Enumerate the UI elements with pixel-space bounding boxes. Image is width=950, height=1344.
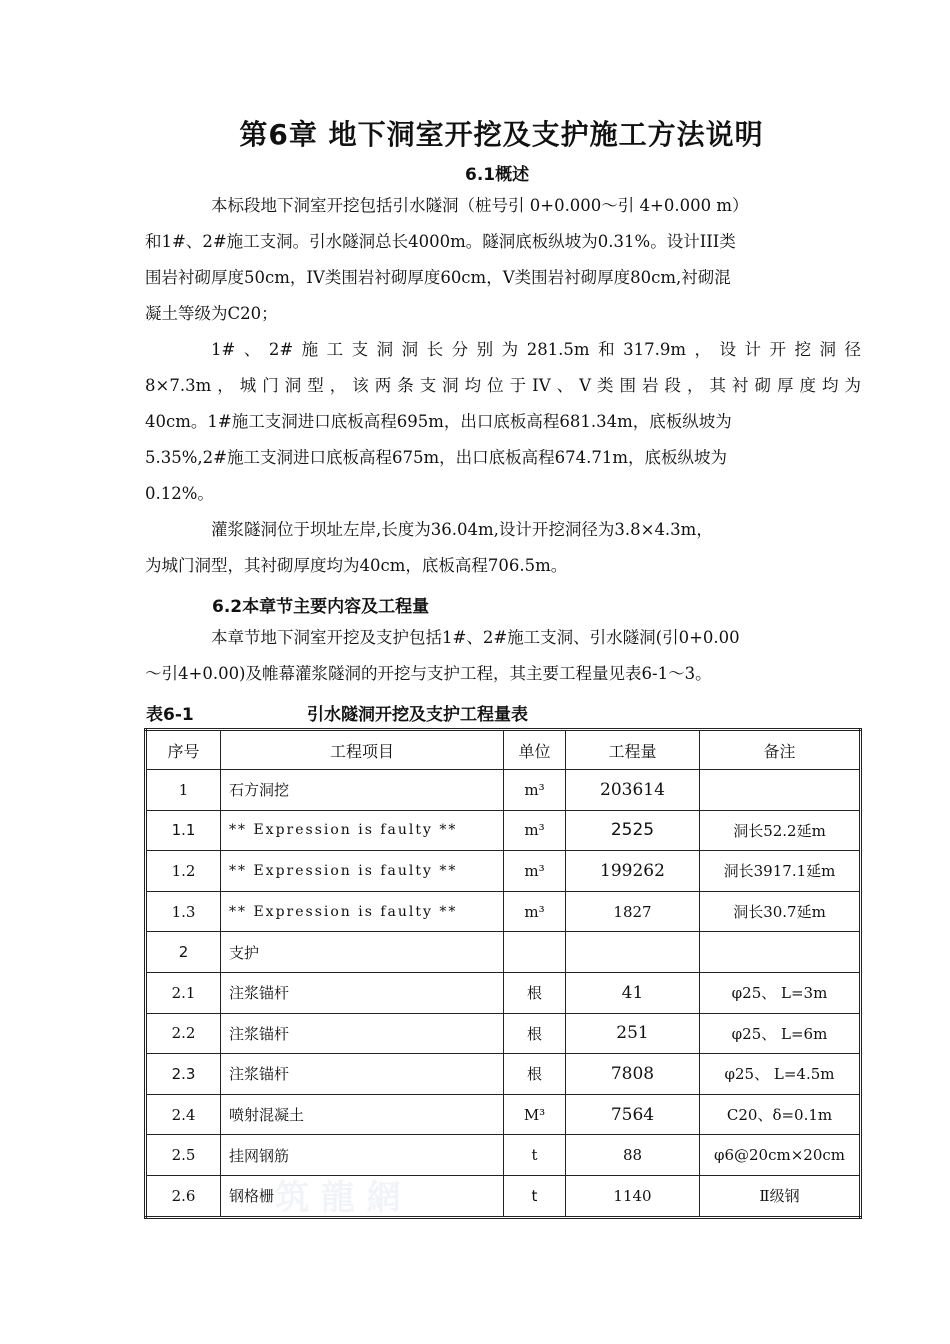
watermark: 筑 龍 網 bbox=[275, 1178, 401, 1218]
quantity: 251 bbox=[566, 1013, 700, 1054]
item-name: 注浆锚杆 bbox=[221, 972, 504, 1013]
table-row bbox=[146, 770, 861, 811]
quantity: 203614 bbox=[566, 770, 700, 811]
unit: m³ bbox=[504, 770, 566, 811]
row-number: 1.1 bbox=[146, 810, 221, 851]
remark: φ25、 L=6m bbox=[700, 1013, 861, 1054]
quantity: 1140 bbox=[566, 1175, 700, 1217]
unit: m³ bbox=[504, 851, 566, 892]
unit: 根 bbox=[504, 1054, 566, 1095]
quantity: 199262 bbox=[566, 851, 700, 892]
remark: φ25、 L=3m bbox=[700, 972, 861, 1013]
item-name: 石方洞挖 bbox=[221, 770, 504, 811]
header-cell: 工程项目 bbox=[221, 730, 504, 770]
unit: M³ bbox=[504, 1094, 566, 1135]
chapter-title: 第6章 地下洞室开挖及支护施工方法说明 bbox=[239, 118, 764, 151]
remark: φ25、 L=4.5m bbox=[700, 1054, 861, 1095]
quantity-table bbox=[144, 728, 862, 1219]
section-heading-6-2: 6.2本章节主要内容及工程量 bbox=[212, 597, 430, 617]
table-row bbox=[146, 1094, 861, 1135]
quantity: 7564 bbox=[566, 1094, 700, 1135]
item-name: ** Expression is faulty ** bbox=[221, 810, 504, 851]
remark: 洞长30.7延m bbox=[700, 891, 861, 932]
item-name: ** Expression is faulty ** bbox=[221, 891, 504, 932]
header-cell: 工程量 bbox=[566, 730, 700, 770]
text-line: 本章节地下洞室开挖及支护包括1#、2#施工支洞、引水隧洞(引0+0.00 bbox=[211, 628, 740, 647]
quantity: 1827 bbox=[566, 891, 700, 932]
quantity: 2525 bbox=[566, 810, 700, 851]
text-line: 8×7.3m，城门洞型，该两条支洞均位于IV、V类围岩段，其衬砌厚度均为 bbox=[145, 376, 861, 395]
table-row bbox=[146, 891, 861, 932]
text-line: 0.12%。 bbox=[145, 484, 214, 503]
table-row bbox=[146, 1175, 861, 1217]
section-6-1-paragraph-1 bbox=[145, 188, 861, 332]
header-cell: 序号 bbox=[146, 730, 221, 770]
item-name: 挂网钢筋 bbox=[221, 1135, 504, 1176]
table-header-row bbox=[146, 730, 861, 770]
table-row bbox=[146, 932, 861, 973]
unit: 根 bbox=[504, 972, 566, 1013]
section-6-1-paragraph-3 bbox=[145, 512, 861, 584]
section-6-2-paragraph-1 bbox=[145, 620, 861, 692]
row-number: 2.2 bbox=[146, 1013, 221, 1054]
unit: t bbox=[504, 1175, 566, 1217]
table-row bbox=[146, 1013, 861, 1054]
row-number: 2.6 bbox=[146, 1175, 221, 1217]
item-name: 注浆锚杆 bbox=[221, 1013, 504, 1054]
unit: t bbox=[504, 1135, 566, 1176]
quantity: 88 bbox=[566, 1135, 700, 1176]
remark bbox=[700, 932, 861, 973]
row-number: 2.4 bbox=[146, 1094, 221, 1135]
item-name: ** Expression is faulty ** bbox=[221, 851, 504, 892]
table-row bbox=[146, 1054, 861, 1095]
item-name: 喷射混凝土 bbox=[221, 1094, 504, 1135]
unit: m³ bbox=[504, 891, 566, 932]
row-number: 2.1 bbox=[146, 972, 221, 1013]
table-row bbox=[146, 1135, 861, 1176]
text-line: 本标段地下洞室开挖包括引水隧洞（桩号引 0+0.000～引 4+0.000 m） bbox=[211, 196, 749, 215]
text-line: 为城门洞型，其衬砌厚度均为40cm，底板高程706.5m。 bbox=[145, 556, 568, 575]
remark: Ⅱ级钢 bbox=[700, 1175, 861, 1217]
remark: 洞长52.2延m bbox=[700, 810, 861, 851]
section-6-1-paragraph-2 bbox=[145, 332, 861, 512]
text-line: 灌浆隧洞位于坝址左岸,长度为36.04m,设计开挖洞径为3.8×4.3m， bbox=[211, 520, 713, 539]
header-cell: 单位 bbox=[504, 730, 566, 770]
row-number: 1.2 bbox=[146, 851, 221, 892]
quantity: 41 bbox=[566, 972, 700, 1013]
item-name: 注浆锚杆 bbox=[221, 1054, 504, 1095]
remark: 洞长3917.1延m bbox=[700, 851, 861, 892]
text-line: 和1#、2#施工支洞。引水隧洞总长4000m。隧洞底板纵坡为0.31%。设计III类 bbox=[145, 232, 736, 251]
text-line: 5.35%,2#施工支洞进口底板高程675m，出口底板高程674.71m，底板纵坡为 bbox=[145, 448, 728, 467]
item-name: 支护 bbox=[221, 932, 504, 973]
row-number: 1 bbox=[146, 770, 221, 811]
remark bbox=[700, 770, 861, 811]
quantity bbox=[566, 932, 700, 973]
table-row bbox=[146, 851, 861, 892]
table-label: 表6-1 bbox=[146, 705, 194, 725]
header-cell: 备注 bbox=[700, 730, 861, 770]
unit bbox=[504, 932, 566, 973]
unit: 根 bbox=[504, 1013, 566, 1054]
row-number: 1.3 bbox=[146, 891, 221, 932]
table-caption: 引水隧洞开挖及支护工程量表 bbox=[307, 705, 528, 725]
table-row bbox=[146, 810, 861, 851]
text-line: 凝土等级为C20； bbox=[145, 304, 278, 323]
section-heading-6-1: 6.1概述 bbox=[465, 165, 530, 185]
table-row bbox=[146, 972, 861, 1013]
text-line: 1#、2#施工支洞洞长分别为281.5m和317.9m，设计开挖洞径 bbox=[211, 340, 861, 359]
row-number: 2.3 bbox=[146, 1054, 221, 1095]
text-line: 40cm。1#施工支洞进口底板高程695m，出口底板高程681.34m，底板纵坡为 bbox=[145, 412, 732, 431]
unit: m³ bbox=[504, 810, 566, 851]
remark: φ6@20cm×20cm bbox=[700, 1135, 861, 1176]
text-line: 围岩衬砌厚度50cm，IV类围岩衬砌厚度60cm，V类围岩衬砌厚度80cm,衬砌混 bbox=[145, 268, 731, 287]
item-name: 钢格栅 bbox=[221, 1175, 504, 1217]
quantity: 7808 bbox=[566, 1054, 700, 1095]
row-number: 2 bbox=[146, 932, 221, 973]
remark: C20、δ=0.1m bbox=[700, 1094, 861, 1135]
row-number: 2.5 bbox=[146, 1135, 221, 1176]
text-line: ～引4+0.00)及帷幕灌浆隧洞的开挖与支护工程，其主要工程量见表6-1～3。 bbox=[145, 664, 712, 683]
